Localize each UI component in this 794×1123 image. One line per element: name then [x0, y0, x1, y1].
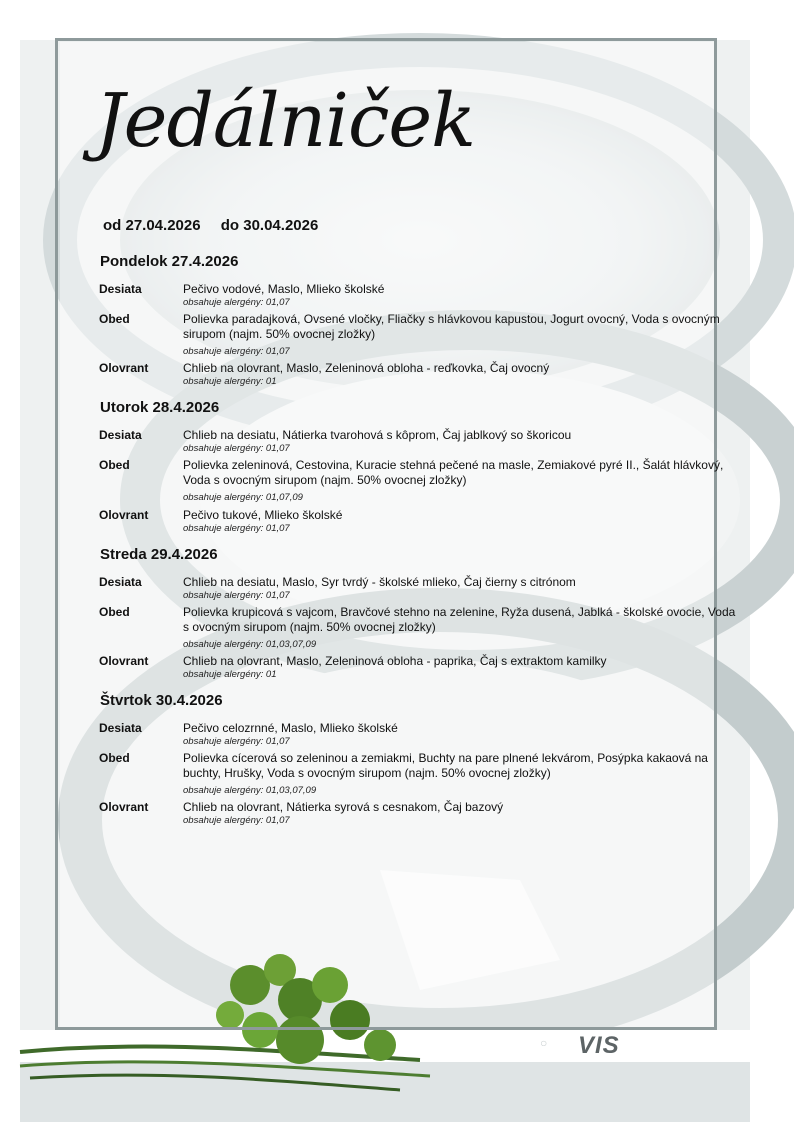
allergens: obsahuje alergény: 01,07,09 — [183, 492, 303, 503]
allergens: obsahuje alergény: 01,07 — [183, 523, 290, 534]
date-from: od 27.04.2026 — [103, 217, 201, 234]
allergens: obsahuje alergény: 01,07 — [183, 443, 290, 454]
day-header: Utorok 28.4.2026 — [100, 399, 220, 416]
date-range — [103, 217, 334, 234]
meal-text: Polievka cícerová so zeleninou a zemiakmi, Buchty na pare plnené lekvárom, Posýpka kakaová na buchty, Hrušky, Voda s ovocným sirupom (najm. 50% ovocnej zložky) — [183, 751, 708, 780]
day-header: Streda 29.4.2026 — [100, 546, 218, 563]
meal-text: Pečivo vodové, Maslo, Mlieko školské — [183, 282, 385, 296]
meal-text: Chlieb na olovrant, Maslo, Zeleninová obloha - paprika, Čaj s extraktom kamilky — [183, 654, 607, 668]
meal-label: Olovrant — [99, 800, 149, 814]
day-header: Pondelok 27.4.2026 — [100, 253, 239, 270]
page-title: Jedálniček — [95, 78, 476, 164]
allergens: obsahuje alergény: 01,07 — [183, 815, 290, 826]
dot-icon: ○ — [540, 1036, 548, 1050]
vis-logo: VIS — [578, 1032, 620, 1059]
allergens: obsahuje alergény: 01 — [183, 669, 277, 680]
meal-label: Olovrant — [99, 361, 149, 375]
allergens: obsahuje alergény: 01,07 — [183, 736, 290, 747]
meal-label: Olovrant — [99, 654, 149, 668]
meal-text: Chlieb na desiatu, Nátierka tvarohová s kôprom, Čaj jablkový so škoricou — [183, 428, 572, 442]
meal-text: Chlieb na olovrant, Maslo, Zeleninová obloha - reďkovka, Čaj ovocný — [183, 361, 550, 375]
meal-text: Chlieb na desiatu, Maslo, Syr tvrdý - školské mlieko, Čaj čierny s citrónom — [183, 575, 576, 589]
allergens: obsahuje alergény: 01 — [183, 376, 277, 387]
meal-text: Chlieb na olovrant, Nátierka syrová s cesnakom, Čaj bazový — [183, 800, 504, 814]
allergens: obsahuje alergény: 01,07 — [183, 590, 290, 601]
meal-label: Obed — [99, 458, 130, 472]
meal-label: Obed — [99, 751, 130, 765]
day-header: Štvrtok 30.4.2026 — [100, 692, 223, 709]
page-frame — [55, 38, 717, 1030]
meal-label: Desiata — [99, 282, 142, 296]
meal-text: Polievka krupicová s vajcom, Bravčové stehno na zelenine, Ryža dusená, Jablká - školské ovocie, Voda s ovocným sirupom (najm. 50% ovocnej zložky) — [183, 605, 736, 634]
allergens: obsahuje alergény: 01,07 — [183, 346, 290, 357]
allergens: obsahuje alergény: 01,07 — [183, 297, 290, 308]
meal-label: Desiata — [99, 721, 142, 735]
allergens: obsahuje alergény: 01,03,07,09 — [183, 785, 317, 796]
meal-text: Polievka zeleninová, Cestovina, Kuracie stehná pečené na masle, Zemiakové pyré II., Šalát hlávkový, Voda s ovocným sirupom (najm. 50% ovocnej zložky) — [183, 458, 724, 487]
meal-label: Obed — [99, 605, 130, 619]
allergens: obsahuje alergény: 01,03,07,09 — [183, 639, 317, 650]
meal-label: Obed — [99, 312, 130, 326]
meal-label: Olovrant — [99, 508, 149, 522]
meal-label: Desiata — [99, 575, 142, 589]
meal-label: Desiata — [99, 428, 142, 442]
meal-text: Pečivo celozrnné, Maslo, Mlieko školské — [183, 721, 398, 735]
meal-text: Polievka paradajková, Ovsené vločky, Fliačky s hlávkovou kapustou, Jogurt ovocný, Voda s ovocným sirupom (najm. 50% ovocnej zložky) — [183, 312, 720, 341]
date-to: do 30.04.2026 — [220, 217, 319, 234]
meal-text: Pečivo tukové, Mlieko školské — [183, 508, 343, 522]
